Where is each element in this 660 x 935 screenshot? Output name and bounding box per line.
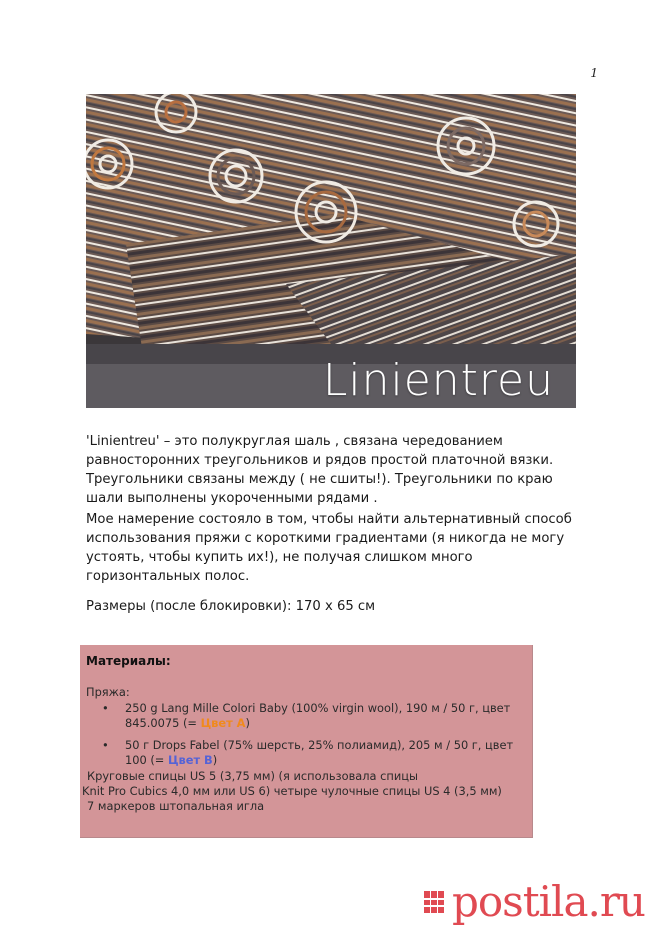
materials-box (80, 645, 533, 838)
hero-title: Linientreu (322, 355, 554, 406)
yarn-label: Пряжа: (86, 685, 130, 699)
color-b-label: Цвет B (167, 753, 213, 767)
color-a-label: Цвет А (200, 716, 246, 730)
tools-line-3: 7 маркеров штопальная игла (87, 799, 265, 813)
page-number: 1 (590, 66, 598, 80)
yarn-item-b (80, 738, 532, 768)
yarn-a-close: ) (245, 716, 250, 730)
tools-line-1: Круговые спицы US 5 (3,75 мм) (я использовала спицы (87, 769, 419, 783)
yarn-b-text: 50 г Drops Fabel (75% шерсть, 25% полиамид), 205 м / 50 г, цвет 100 (= (125, 738, 514, 767)
tools-line-2: Knit Pro Cubics 4,0 мм или US 6) четыре чулочные спицы US 4 (3,5 мм) (82, 784, 502, 798)
intro-paragraph: 'Linientreu' – это полукруглая шаль , связана чередованием равносторонних треугольников и рядов простой платочной вязки. Треугольники связаны между ( не сшиты!). Треугольники по краю шали выполнены укороченными рядами . (86, 434, 554, 506)
yarn-b-close: ) (212, 753, 218, 767)
yarn-item-a (80, 701, 532, 731)
yarn-a-text: 250 g Lang Mille Colori Baby (100% virgin wool), 190 м / 50 г, цвет 845.0075 (= (125, 701, 511, 730)
watermark (424, 869, 645, 935)
hero-photo (86, 94, 576, 408)
intention-paragraph: Мое намерение состояло в том, чтобы найти альтернативный способ использования пряжи с короткими градиентами (я никогда не могу устоять, чтобы купить их!), не получая слишком много горизонтальных полос. (86, 512, 572, 584)
tools-list (82, 769, 522, 814)
materials-title: Материалы: (86, 654, 171, 668)
watermark-text: postila.ru (452, 877, 645, 926)
sizes-line: Размеры (после блокировки): 170 x 65 см (86, 599, 376, 614)
bullet-icon: • (102, 738, 109, 752)
yarn-list (80, 701, 532, 768)
postila-logo-icon (424, 891, 444, 913)
bullet-icon: • (102, 701, 109, 715)
